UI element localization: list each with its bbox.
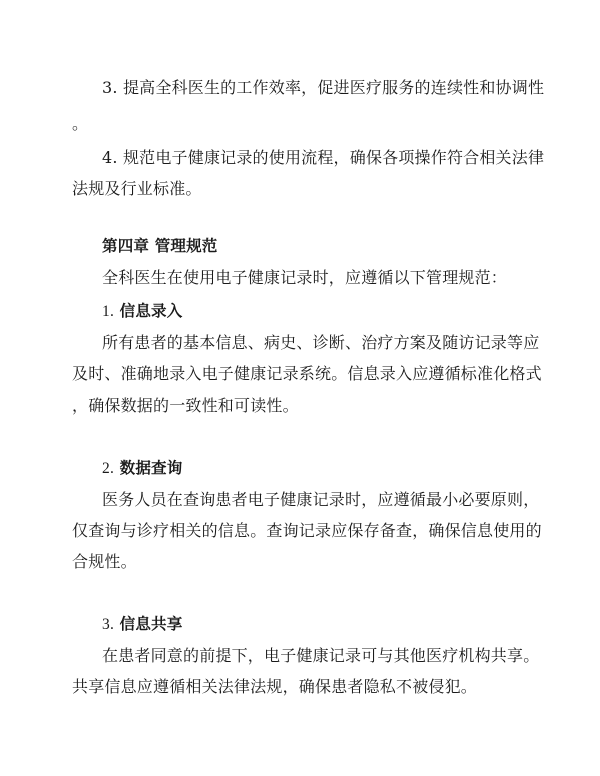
- section-3-paragraph-line-1: 在患者同意的前提下，电子健康记录可与其他医疗机构共享。: [102, 646, 540, 665]
- section-3-paragraph-line-2: 共享信息应遵循相关法律法规，确保患者隐私不被侵犯。: [72, 677, 478, 696]
- objective-3-line-1: 3. 提高全科医生的工作效率，促进医疗服务的连续性和协调性: [102, 78, 545, 97]
- chapter-heading: 第四章 管理规范: [102, 237, 218, 255]
- section-1-title: 信息录入: [119, 302, 183, 320]
- section-2-paragraph-line-3: 合规性。: [72, 552, 137, 571]
- section-2-paragraph-line-1: 医务人员在查询患者电子健康记录时，应遵循最小必要原则，: [102, 490, 540, 509]
- objective-4-line-2: 法规及行业标准。: [72, 179, 202, 198]
- section-1-heading: [102, 301, 562, 322]
- section-1-paragraph-line-1: 所有患者的基本信息、病史、诊断、治疗方案及随访记录等应: [102, 333, 540, 352]
- section-1-paragraph-line-2: 及时、准确地录入电子健康记录系统。信息录入应遵循标准化格式: [72, 364, 542, 383]
- section-3-title: 信息共享: [119, 615, 183, 633]
- section-2-title: 数据查询: [119, 459, 183, 477]
- section-2-number: 2.: [102, 460, 115, 477]
- section-3-number: 3.: [102, 616, 115, 633]
- objective-4-line-1: 4. 规范电子健康记录的使用流程，确保各项操作符合相关法律: [102, 148, 545, 167]
- section-2-paragraph-line-2: 仅查询与诊疗相关的信息。查询记录应保存备查，确保信息使用的: [72, 521, 542, 540]
- objective-3-line-2: 。: [72, 114, 89, 133]
- section-2-heading: [102, 458, 562, 479]
- chapter-intro: 全科医生在使用电子健康记录时，应遵循以下管理规范：: [102, 268, 508, 287]
- section-1-paragraph-line-3: ，确保数据的一致性和可读性。: [72, 396, 299, 415]
- section-3-heading: [102, 614, 562, 635]
- section-1-number: 1.: [102, 303, 115, 320]
